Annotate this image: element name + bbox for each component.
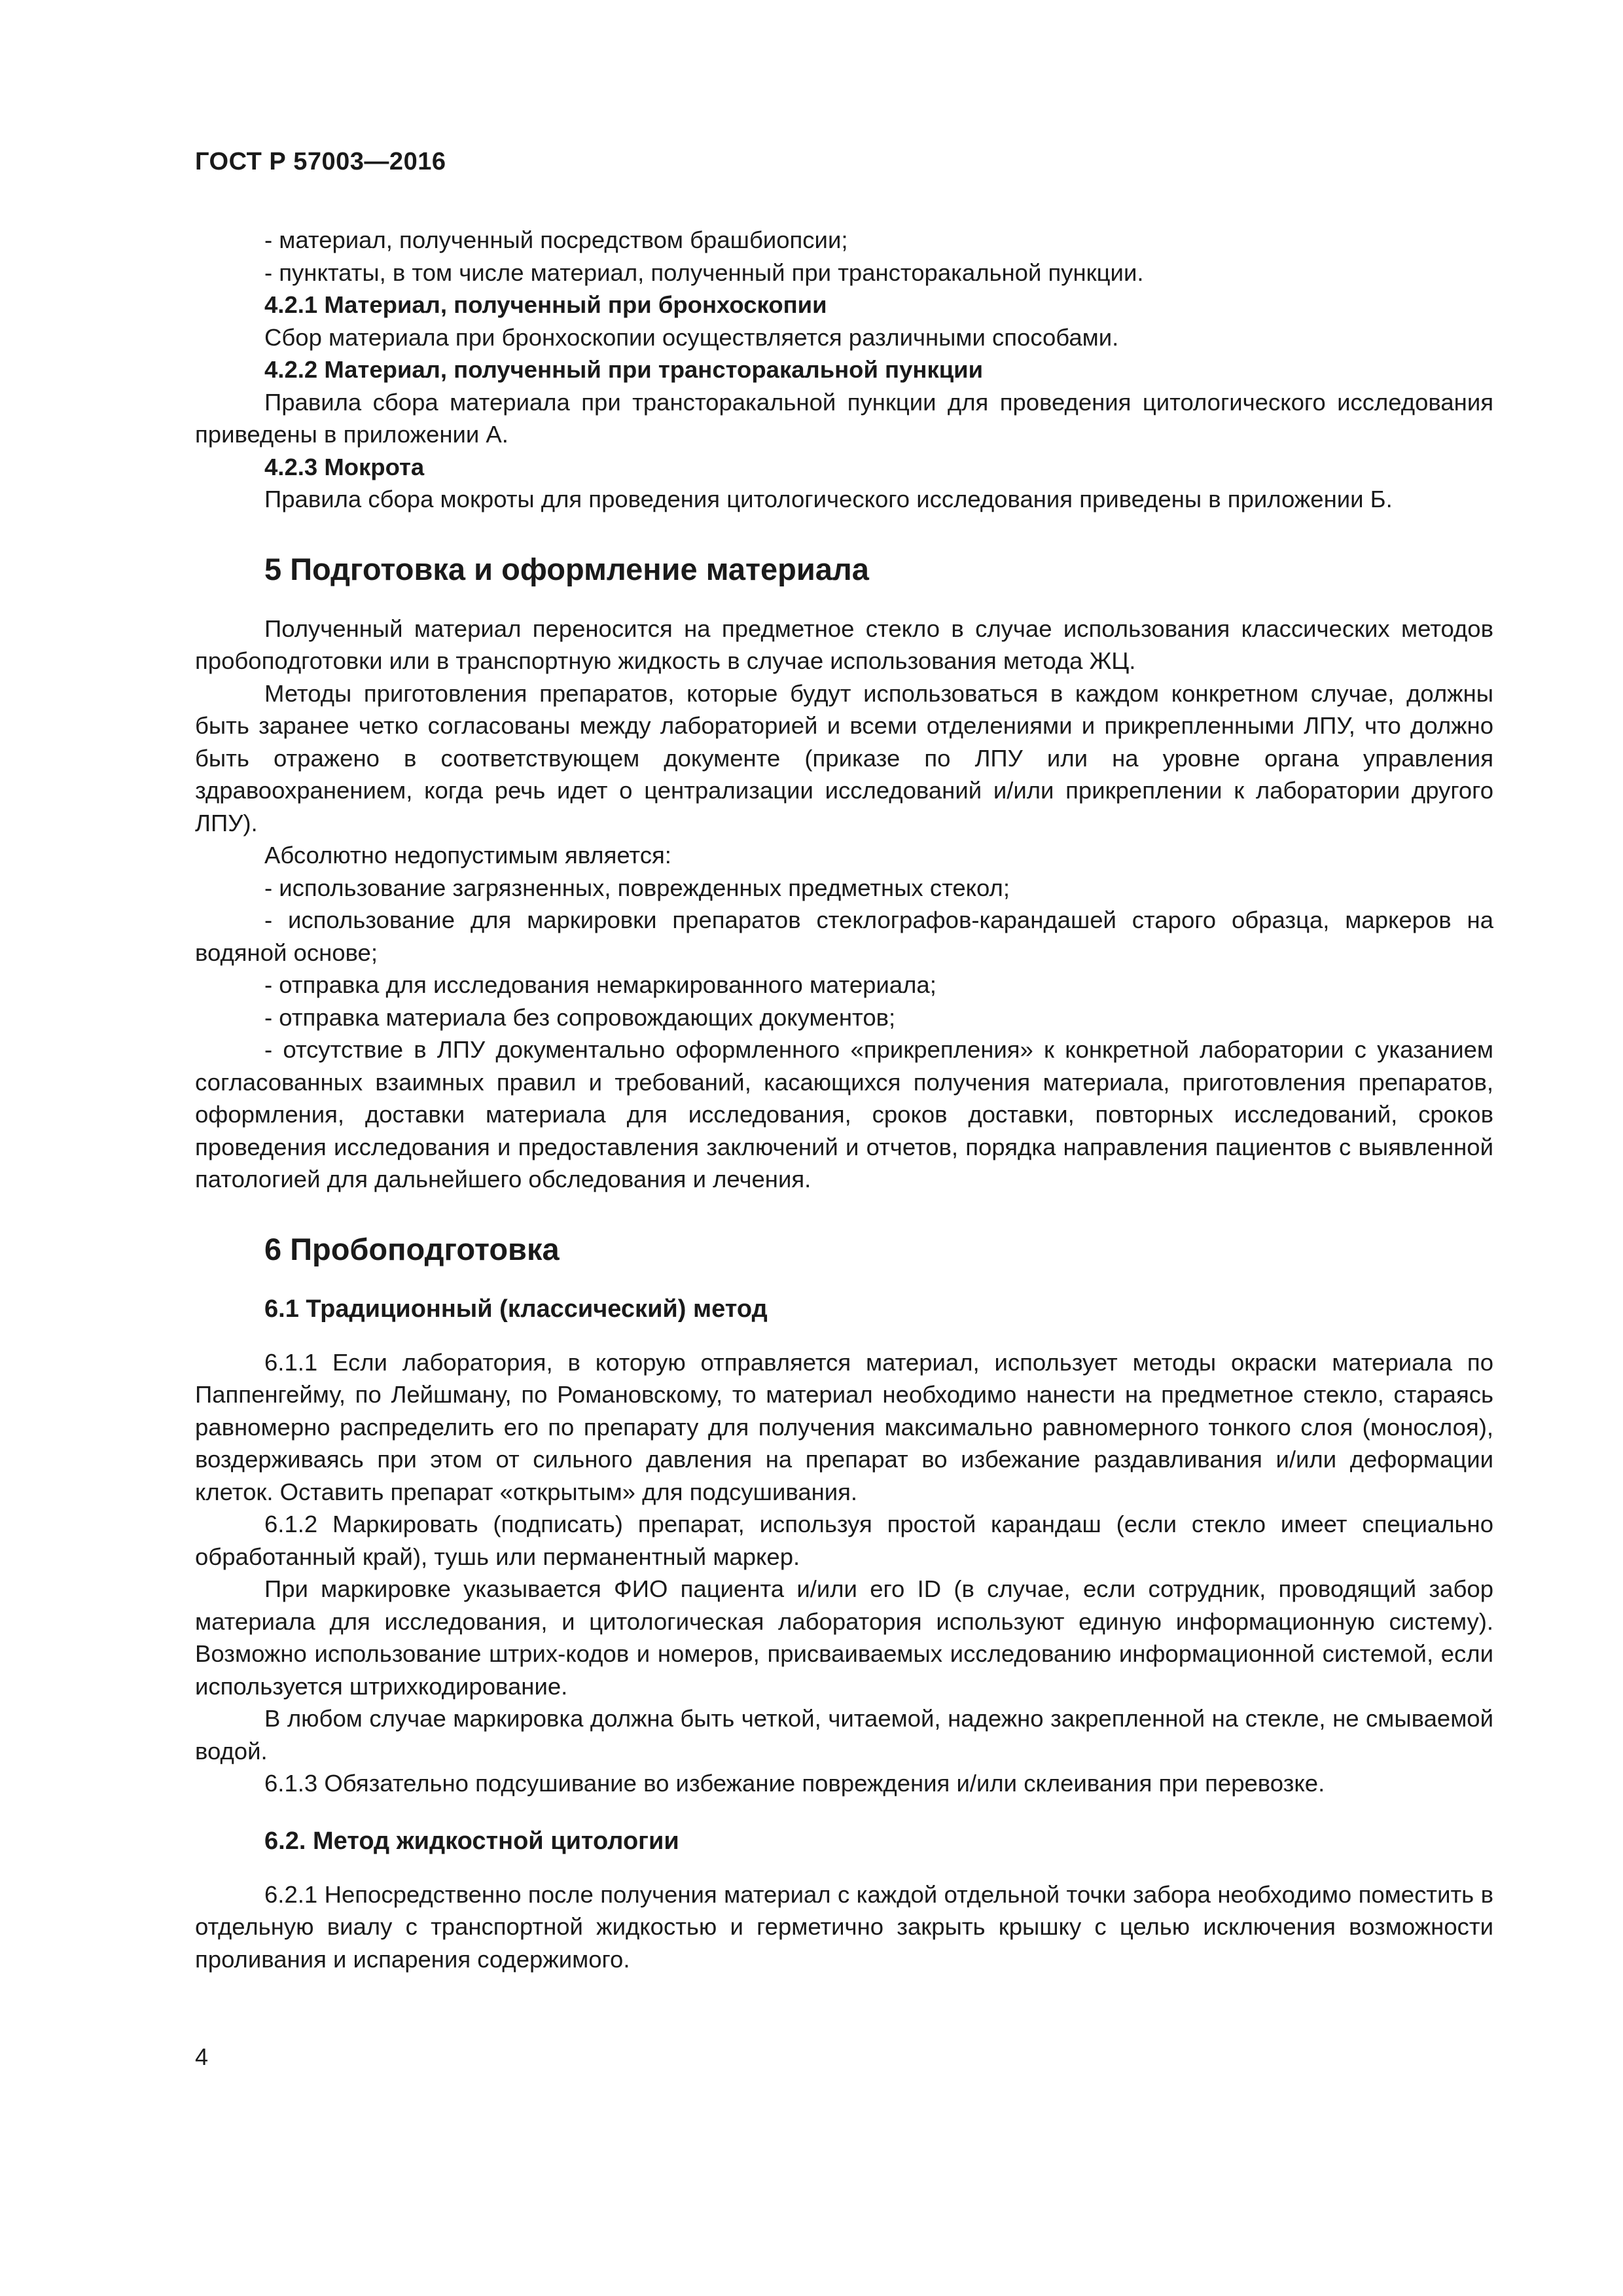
list-item: - отправка для исследования немаркированного материала; xyxy=(264,971,936,998)
document-body xyxy=(195,224,1493,1975)
section-4-2-3-heading: 4.2.3 Мокрота xyxy=(264,453,425,480)
section-6-1-paragraph: 6.1.1 Если лаборатория, в которую отправляется материал, использует методы окраски материала по Паппенгейму, по Лейшману, по Романовскому, то материал необходимо нанести на предметное стекло, стараясь равномерно распределить его по препарату для получения максимально равномерного тонкого слоя (монослоя), воздерживаясь при этом от сильного давления на препарат во избежание раздавливания и/или деформации клеток. Оставить препарат «открытым» для подсушивания. xyxy=(195,1348,1493,1505)
section-4-2-2-heading: 4.2.2 Материал, полученный при трансторакальной пункции xyxy=(264,356,984,383)
list-item: - использование для маркировки препаратов стеклографов-карандашей старого образца, маркеров на водяной основе; xyxy=(195,906,1493,966)
section-6-1-paragraph: В любом случае маркировка должна быть четкой, читаемой, надежно закрепленной на стекле, не смываемой водой. xyxy=(195,1705,1493,1765)
section-6-1-paragraph: 6.1.3 Обязательно подсушивание во избежание повреждения и/или склеивания при перевозке. xyxy=(264,1770,1325,1797)
section-6-1-heading: 6.1 Традиционный (классический) метод xyxy=(264,1295,768,1323)
list-item: - пунктаты, в том числе материал, полученный при трансторакальной пункции. xyxy=(264,259,1144,286)
section-6-2-heading: 6.2. Метод жидкостной цитологии xyxy=(264,1827,679,1855)
section-4-2-3-text: Правила сбора мокроты для проведения цитологического исследования приведены в приложении Б. xyxy=(264,486,1393,512)
section-5-paragraph: Полученный материал переносится на предметное стекло в случае использования классических методов пробоподготовки или в транспортную жидкость в случае использования метода ЖЦ. xyxy=(195,615,1493,674)
section-4-2-1-heading: 4.2.1 Материал, полученный при бронхоскопии xyxy=(264,291,827,318)
page-number: 4 xyxy=(195,2043,209,2070)
section-6-2-paragraph: 6.2.1 Непосредственно после получения материал с каждой отдельной точки забора необходимо поместить в отдельную виалу с транспортной жидкостью и герметично закрыть крышку с целью исключения возможности проливания и испарения содержимого. xyxy=(195,1880,1493,1973)
list-item: - отправка материала без сопровождающих документов; xyxy=(264,1003,896,1031)
section-5-heading: 5 Подготовка и оформление материала xyxy=(264,551,869,586)
list-item: - материал, полученный посредством брашбиопсии; xyxy=(264,226,848,253)
section-6-heading: 6 Пробоподготовка xyxy=(264,1231,560,1266)
section-4-2-1-text: Сбор материала при бронхоскопии осуществляется различными способами. xyxy=(264,323,1119,351)
section-6-1-paragraph: При маркировке указывается ФИО пациента и/или его ID (в случае, если сотрудник, проводящий забор материала для исследования, и цитологическая лаборатория используют единую информационную систему). Возможно использование штрих-кодов и номеров, присваиваемых исследованию информационной системой, если используется штрихкодирование. xyxy=(195,1575,1493,1700)
document-header: ГОСТ Р 57003—2016 xyxy=(195,148,446,175)
list-item: - отсутствие в ЛПУ документально оформленного «прикрепления» к конкретной лаборатории с указанием согласованных взаимных правил и требований, касающихся получения материала, приготовления препаратов, оформления, доставки материала для исследования, сроков доставки, повторных исследований, сроков проведения исследования и предоставления заключений и отчетов, порядка направления пациентов с выявленной патологией для дальнейшего обследования и лечения. xyxy=(195,1036,1493,1193)
section-5-paragraph: Абсолютно недопустимым является: xyxy=(264,842,671,869)
section-6-1-paragraph: 6.1.2 Маркировать (подписать) препарат, используя простой карандаш (если стекло имеет специально обработанный край), тушь или перманентный маркер. xyxy=(195,1511,1493,1570)
section-5-paragraph: Методы приготовления препаратов, которые будут использоваться в каждом конкретном случае, должны быть заранее четко согласованы между лабораторией и всеми отделениями и прикрепленными ЛПУ, что должно быть отражено в соответствующем документе (приказе по ЛПУ или на уровне органа управления здравоохранением, когда речь идет о централизации исследований и/или прикреплении к лаборатории другого ЛПУ). xyxy=(195,679,1493,836)
list-item: - использование загрязненных, поврежденных предметных стекол; xyxy=(264,874,1010,901)
section-4-2-2-text: Правила сбора материала при трансторакальной пункции для проведения цитологического исследования приведены в приложении А. xyxy=(195,388,1493,448)
